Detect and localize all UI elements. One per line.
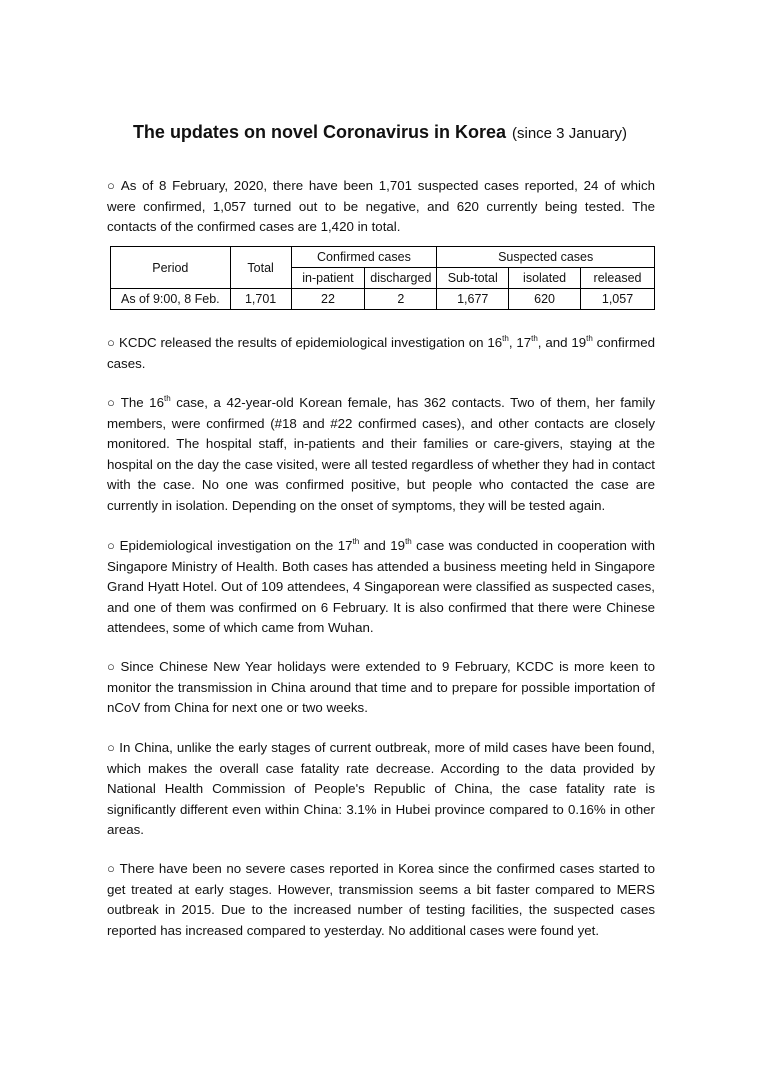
paragraph-text: There have been no severe cases reported in Korea since the confirmed cases started to get treated at early stages. However, transmission seems a bit faster compared to MERS outbreak in 2015. Due to the increased number of testing facilities, the suspected cases reported has increased compared to yesterday. No additional cases were found yet. <box>107 861 656 938</box>
cell-discharged: 2 <box>365 289 437 310</box>
subheader-in-patient: in-patient <box>291 268 365 289</box>
cell-isolated: 620 <box>509 289 581 310</box>
superscript: th <box>405 536 412 546</box>
superscript: th <box>352 536 360 546</box>
paragraph-text: and 19 <box>359 538 406 553</box>
page-title <box>0 122 760 143</box>
paragraph-text: confirmed cases. <box>107 335 656 371</box>
paragraph-kcdc-investigation <box>107 333 655 374</box>
cell-released: 1,057 <box>581 289 655 310</box>
cell-sub-total: 1,677 <box>437 289 509 310</box>
table-row <box>111 289 655 310</box>
paragraph-text: The 16 <box>120 395 164 410</box>
bullet-circle: ○ <box>107 659 117 674</box>
bullet-circle: ○ <box>107 538 116 553</box>
paragraph-text: In China, unlike the early stages of current outbreak, more of mild cases have been found, which makes the overall case fatality rate decrease. According to the data provided by National Health Commission of People's Republic of China, the case fatality rate is significantly different even within China: 3.1% in Hubei province compared to 0.16% in other areas. <box>107 740 655 838</box>
paragraph-korea-severity <box>107 859 655 941</box>
paragraph-text: , 17 <box>508 335 532 350</box>
subheader-sub-total: Sub-total <box>437 268 509 289</box>
superscript: th <box>531 333 538 343</box>
paragraph-text: , and 19 <box>537 335 587 350</box>
paragraph-new-year-holidays <box>107 657 655 719</box>
superscript: th <box>586 333 593 343</box>
header-period: Period <box>111 247 231 289</box>
paragraph-text: case was conducted in cooperation with Singapore Ministry of Health. Both cases has attended a business meeting held in Singapore Grand Hyatt Hotel. Out of 109 attendees, 4 Singaporean were classified as suspected cases, and one of them was confirmed on 6 February. It is also confirmed that there were Chinese attendees, some of which came from Wuhan. <box>107 538 655 636</box>
title-main: The updates on novel Coronavirus in Korea <box>132 122 506 142</box>
subheader-discharged: discharged <box>365 268 437 289</box>
header-total: Total <box>230 247 291 289</box>
title-subtitle: (since 3 January) <box>512 125 628 142</box>
superscript: th <box>163 393 171 403</box>
paragraph-text: Since Chinese New Year holidays were extended to 9 February, KCDC is more keen to monitor the transmission in China around that time and to prepare for possible importation of nCoV from China for next one or two weeks. <box>107 659 655 716</box>
paragraph-text: As of 8 February, 2020, there have been 1,701 suspected cases reported, 24 of which were confirmed, 1,057 turned out to be negative, and 620 currently being tested. The contacts of the confirmed cases are 1,420 in total. <box>107 178 655 235</box>
bullet-circle: ○ <box>107 740 116 755</box>
paragraph-overview <box>107 176 655 238</box>
paragraph-text: KCDC released the results of epidemiological investigation on 16 <box>118 335 503 350</box>
header-confirmed-cases: Confirmed cases <box>291 247 437 268</box>
paragraph-text: case, a 42-year-old Korean female, has 362 contacts. Two of them, her family members, were confirmed (#18 and #22 confirmed cases), and other contacts are closely monitored. The hospital staff, in-patients and their families or care-givers, staying at the hospital on the day the case visited, were all tested regardless of whether they had in contact with the case. No one was confirmed positive, but people who contacted the case are currently in isolation. Depending on the onset of symptoms, they will be tested again. <box>107 395 655 513</box>
bullet-circle: ○ <box>107 861 116 876</box>
subheader-released: released <box>581 268 655 289</box>
bullet-circle: ○ <box>107 395 117 410</box>
paragraph-16th-case <box>107 393 655 517</box>
subheader-isolated: isolated <box>509 268 581 289</box>
paragraph-china-fatality-rate <box>107 738 655 841</box>
bullet-circle: ○ <box>107 335 115 350</box>
cases-table <box>110 246 655 310</box>
superscript: th <box>502 333 509 343</box>
cell-total: 1,701 <box>230 289 291 310</box>
bullet-circle: ○ <box>107 178 117 193</box>
table-header-row <box>111 247 655 268</box>
cell-period: As of 9:00, 8 Feb. <box>111 289 231 310</box>
header-suspected-cases: Suspected cases <box>437 247 655 268</box>
paragraph-17th-19th-case <box>107 536 655 639</box>
paragraph-text: Epidemiological investigation on the 17 <box>119 538 353 553</box>
cell-in-patient: 22 <box>291 289 365 310</box>
